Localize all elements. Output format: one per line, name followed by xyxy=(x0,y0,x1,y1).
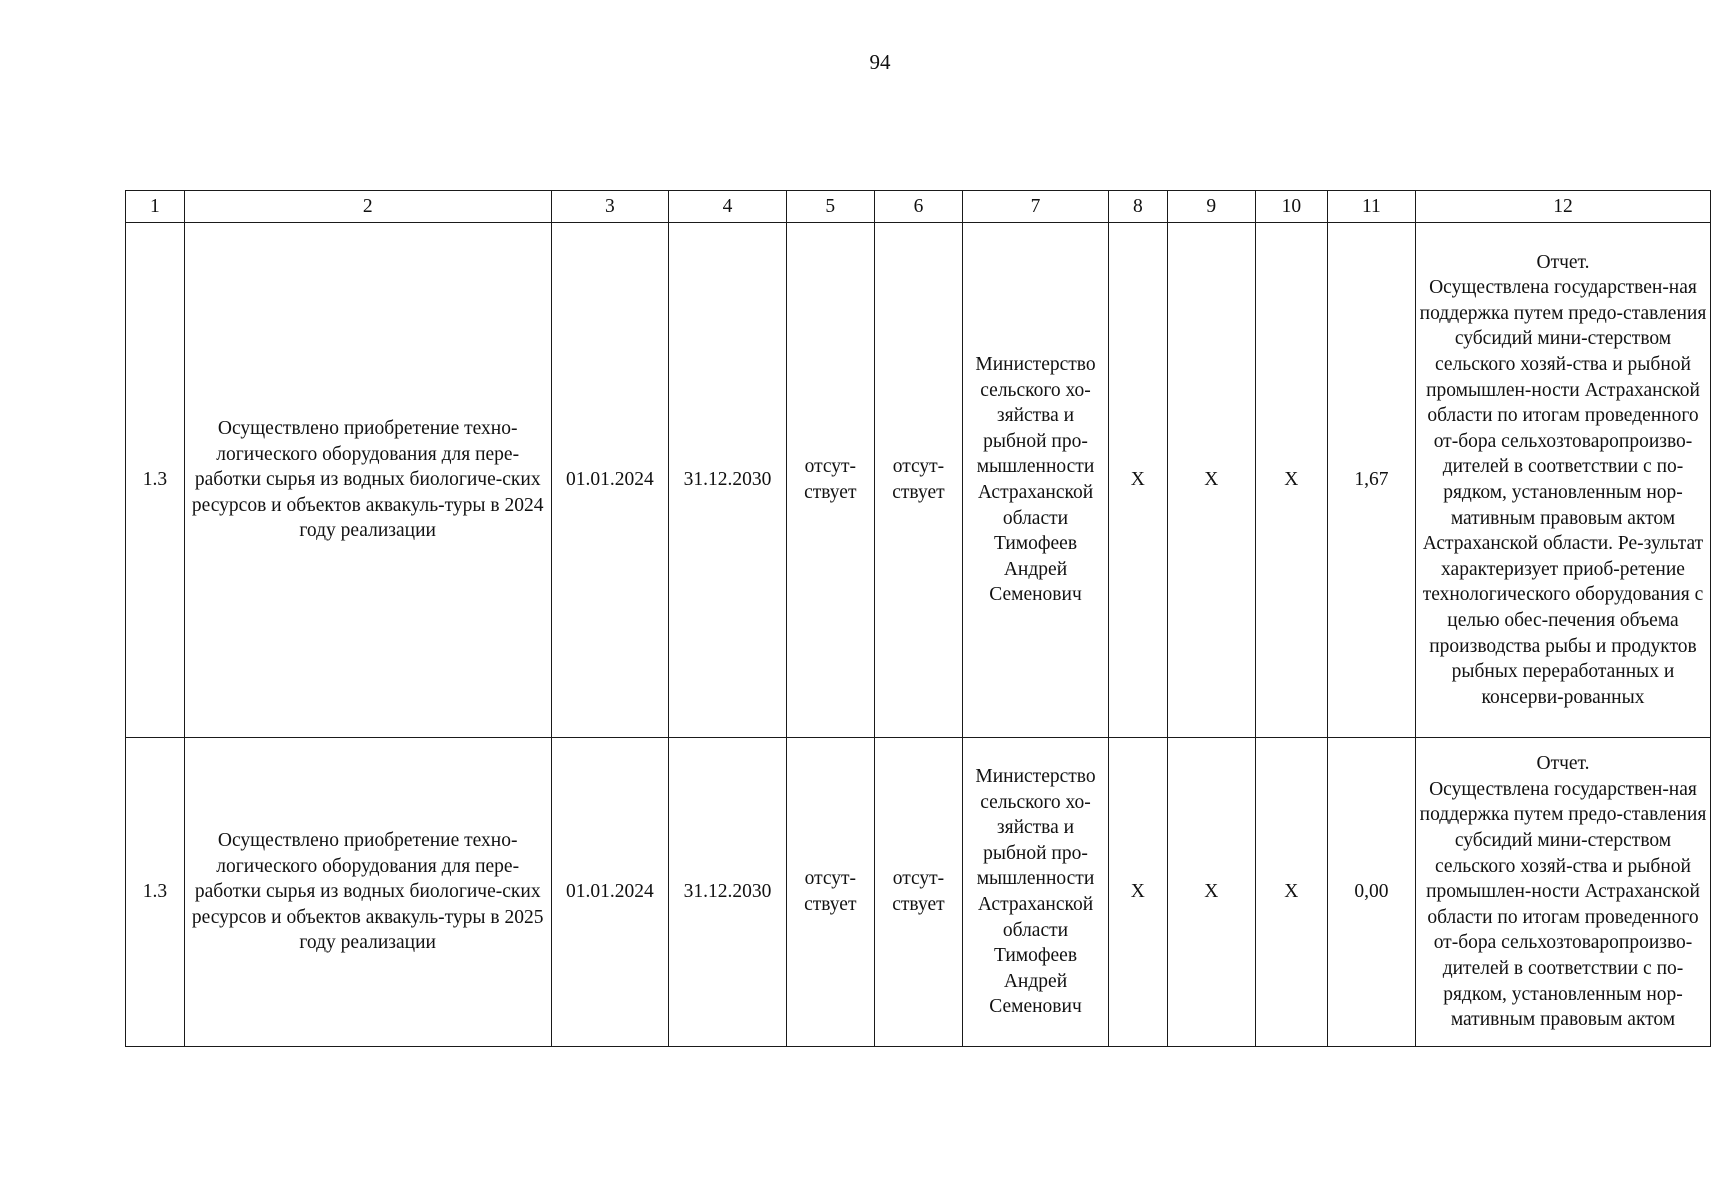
column-5-value: отсут-ствует xyxy=(786,738,874,1047)
column-11-value: 1,67 xyxy=(1327,223,1415,738)
column-header: 6 xyxy=(874,191,962,223)
table-row xyxy=(126,738,1711,1047)
end-date: 31.12.2030 xyxy=(669,223,787,738)
column-header: 3 xyxy=(551,191,669,223)
column-header: 9 xyxy=(1167,191,1255,223)
column-header: 12 xyxy=(1415,191,1710,223)
column-header: 2 xyxy=(184,191,551,223)
column-11-value: 0,00 xyxy=(1327,738,1415,1047)
row-description: Осуществлено приобретение техно-логического оборудования для пере-работки сырья из водных биологиче-ских ресурсов и объектов аквакуль-туры в 2025 году реализации xyxy=(184,738,551,1047)
report-text: Осуществлена государствен-ная поддержка путем предо-ставления субсидий мини-стерством сельского хозяй-ства и рыбной промышлен-ности Астраханской области по итогам проведенного от-бора сельхозтоваропроизво-дителей в соответствии с по-рядком, установленным нор-мативным правовым актом xyxy=(1419,778,1707,1031)
report-cell xyxy=(1415,738,1710,1047)
start-date: 01.01.2024 xyxy=(551,738,669,1047)
column-8-value: X xyxy=(1108,223,1167,738)
column-header: 5 xyxy=(786,191,874,223)
column-6-value: отсут-ствует xyxy=(874,223,962,738)
column-10-value: X xyxy=(1255,738,1327,1047)
column-header: 7 xyxy=(963,191,1109,223)
column-5-value: отсут-ствует xyxy=(786,223,874,738)
column-header: 8 xyxy=(1108,191,1167,223)
report-cell xyxy=(1415,223,1710,738)
row-description: Осуществлено приобретение техно-логического оборудования для пере-работки сырья из водных биологиче-ских ресурсов и объектов аквакуль-туры в 2024 году реализации xyxy=(184,223,551,738)
column-header: 4 xyxy=(669,191,787,223)
report-table xyxy=(125,190,1711,1047)
row-number: 1.3 xyxy=(126,223,185,738)
column-6-value: отсут-ствует xyxy=(874,738,962,1047)
column-9-value: X xyxy=(1167,223,1255,738)
column-header: 11 xyxy=(1327,191,1415,223)
responsible-executor: Министерство сельского хо-зяйства и рыбной про-мышленности Астраханской области Тимофеев Андрей Семенович xyxy=(963,223,1109,738)
start-date: 01.01.2024 xyxy=(551,223,669,738)
column-9-value: X xyxy=(1167,738,1255,1047)
column-10-value: X xyxy=(1255,223,1327,738)
responsible-executor: Министерство сельского хо-зяйства и рыбной про-мышленности Астраханской области Тимофеев Андрей Семенович xyxy=(963,738,1109,1047)
column-8-value: X xyxy=(1108,738,1167,1047)
table-row xyxy=(126,223,1711,738)
report-text: Осуществлена государствен-ная поддержка путем предо-ставления субсидий мини-стерством сельского хозяй-ства и рыбной промышлен-ности Астраханской области по итогам проведенного от-бора сельхозтоваропроизво-дителей в соответствии с по-рядком, установленным нор-мативным правовым актом Астраханской области. Ре-зультат характеризует приоб-ретение технологического оборудования с целью обес-печения объема производства рыбы и продуктов рыбных переработанных и консерви-рованных xyxy=(1419,277,1707,708)
end-date: 31.12.2030 xyxy=(669,738,787,1047)
column-header: 10 xyxy=(1255,191,1327,223)
page-number: 94 xyxy=(869,50,891,74)
report-heading: Отчет. xyxy=(1536,251,1590,273)
report-heading: Отчет. xyxy=(1536,753,1590,775)
column-header: 1 xyxy=(126,191,185,223)
table-header-row xyxy=(126,191,1711,223)
row-number: 1.3 xyxy=(126,738,185,1047)
